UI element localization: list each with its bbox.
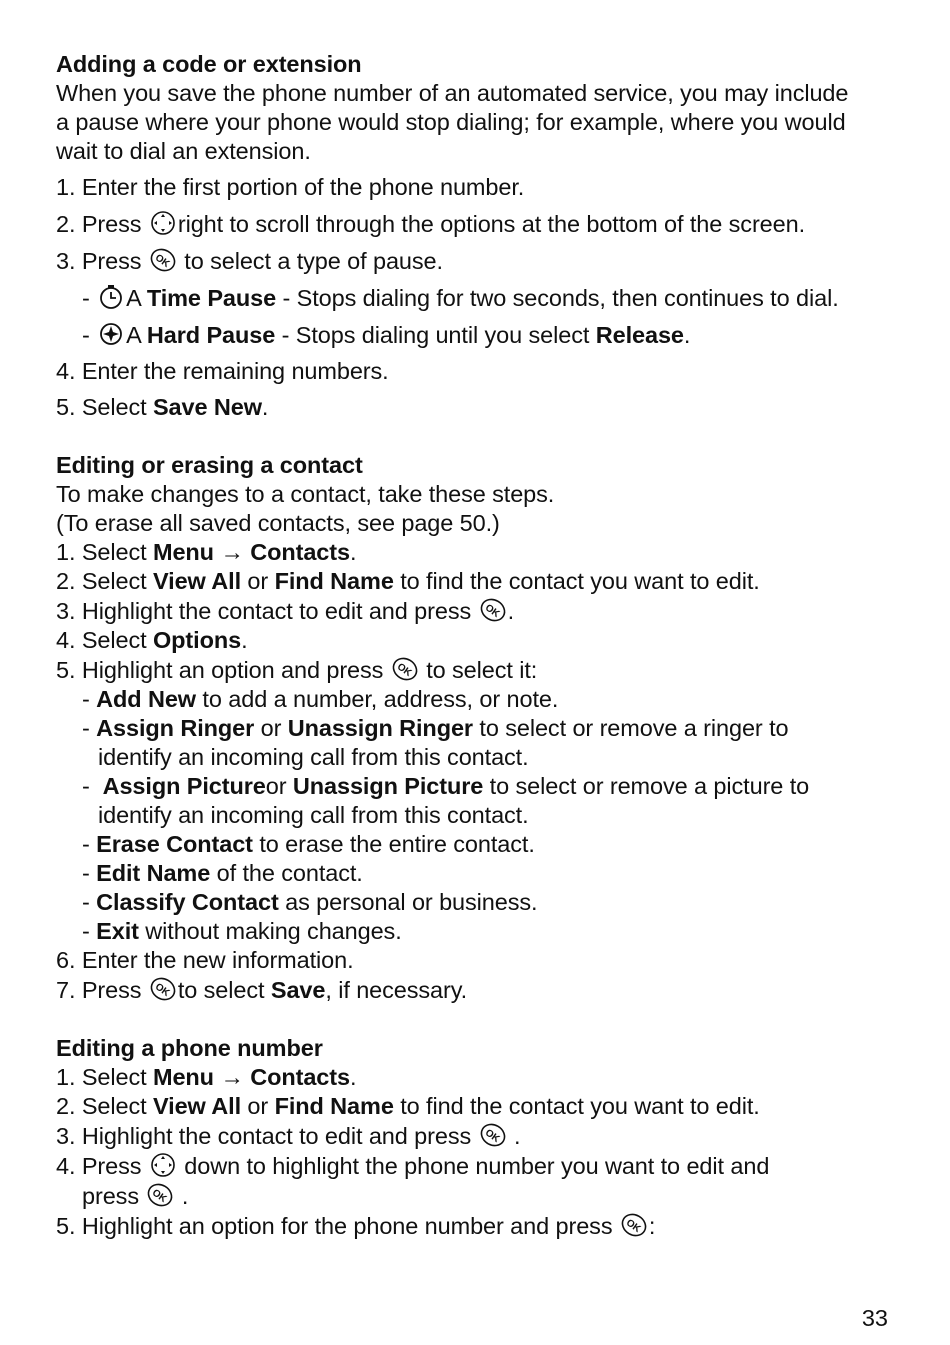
step-6: 6. Enter the new information.: [56, 947, 354, 973]
option-continuation: identify an incoming call from this contact.: [98, 744, 529, 770]
option-continuation: identify an incoming call from this contact.: [98, 802, 529, 828]
option-item: - Add New to add a number, address, or note.: [82, 686, 559, 712]
ok-key-icon: [619, 1211, 649, 1239]
step-3: 3. Highlight the contact to edit and press OK .: [56, 596, 906, 626]
nav-key-icon: [148, 1151, 178, 1179]
step-7: 7. Press OK to select Save, if necessary.: [56, 975, 906, 1005]
intro-line: a pause where your phone would stop dialing; for example, where you would: [56, 109, 846, 135]
step-4: 4. Press down to highlight the phone number you want to edit and: [56, 1153, 770, 1179]
step-2: 2. Select View All or Find Name to find the contact you want to edit.: [56, 1093, 760, 1119]
nav-key-icon: [148, 209, 178, 237]
svg-text:OK: OK: [150, 1187, 169, 1205]
step-1: 1. Select Menu → Contacts.: [56, 539, 357, 565]
ok-key-icon: [148, 246, 178, 274]
step-5: 5. Highlight an option for the phone number and press OK :: [56, 1211, 906, 1241]
ok-key-icon: [478, 596, 508, 624]
step-5: 5. Highlight an option and press OK to select it:: [56, 655, 906, 685]
page-number: 33: [861, 1305, 888, 1331]
svg-text:OK: OK: [394, 661, 414, 679]
step-4: 4. Enter the remaining numbers.: [56, 358, 389, 384]
section-heading-edit: Editing or erasing a contact: [56, 452, 363, 478]
intro-line: To make changes to a contact, take these steps.: [56, 481, 555, 507]
option-item: - Edit Name of the contact.: [82, 860, 363, 886]
step-1: 1. Enter the first portion of the phone number.: [56, 174, 525, 200]
step-1: 1. Select Menu → Contacts.: [56, 1064, 357, 1090]
svg-text:OK: OK: [623, 1217, 643, 1235]
svg-text:OK: OK: [152, 252, 172, 270]
option-item: - Erase Contact to erase the entire contact.: [82, 831, 535, 857]
step-3: 3. Press OK to select a type of pause.: [56, 246, 906, 276]
svg-text:OK: OK: [482, 1127, 501, 1145]
step-3: 3. Highlight the contact to edit and press OK .: [56, 1121, 906, 1151]
step-2: 2. Press right to scroll through the options at the bottom of the screen.: [56, 211, 806, 237]
section-heading-phone: Editing a phone number: [56, 1035, 323, 1061]
intro-line: wait to dial an extension.: [56, 138, 311, 164]
ok-key-icon: [145, 1181, 175, 1209]
svg-text:OK: OK: [482, 602, 501, 620]
option-item: - Classify Contact as personal or business.: [82, 889, 538, 915]
step-5: 5. Select Save New.: [56, 394, 269, 420]
option-item: - Assign Pictureor Unassign Picture to select or remove a picture to: [82, 773, 810, 799]
time-pause-item: - A Time Pause - Stops dialing for two seconds, then continues to dial.: [82, 285, 839, 311]
step-4-continuation: press OK .: [56, 1181, 906, 1211]
step-2: 2. Select View All or Find Name to find the contact you want to edit.: [56, 568, 760, 594]
ok-key-icon: [390, 655, 420, 683]
time-pause-icon: [96, 283, 126, 311]
svg-text:OK: OK: [152, 981, 172, 999]
section-heading-code: Adding a code or extension: [56, 51, 362, 77]
intro-line: When you save the phone number of an automated service, you may include: [56, 80, 849, 106]
hard-pause-icon: [96, 320, 126, 348]
step-4: 4. Select Options.: [56, 627, 248, 653]
intro-line: (To erase all saved contacts, see page 50.): [56, 510, 500, 536]
manual-page: [56, 50, 906, 1241]
option-item: - Exit without making changes.: [82, 918, 402, 944]
ok-key-icon: [478, 1121, 508, 1149]
ok-key-icon: [148, 975, 178, 1003]
option-item: - Assign Ringer or Unassign Ringer to select or remove a ringer to: [82, 715, 789, 741]
hard-pause-item: - A Hard Pause - Stops dialing until you select Release.: [82, 322, 691, 348]
